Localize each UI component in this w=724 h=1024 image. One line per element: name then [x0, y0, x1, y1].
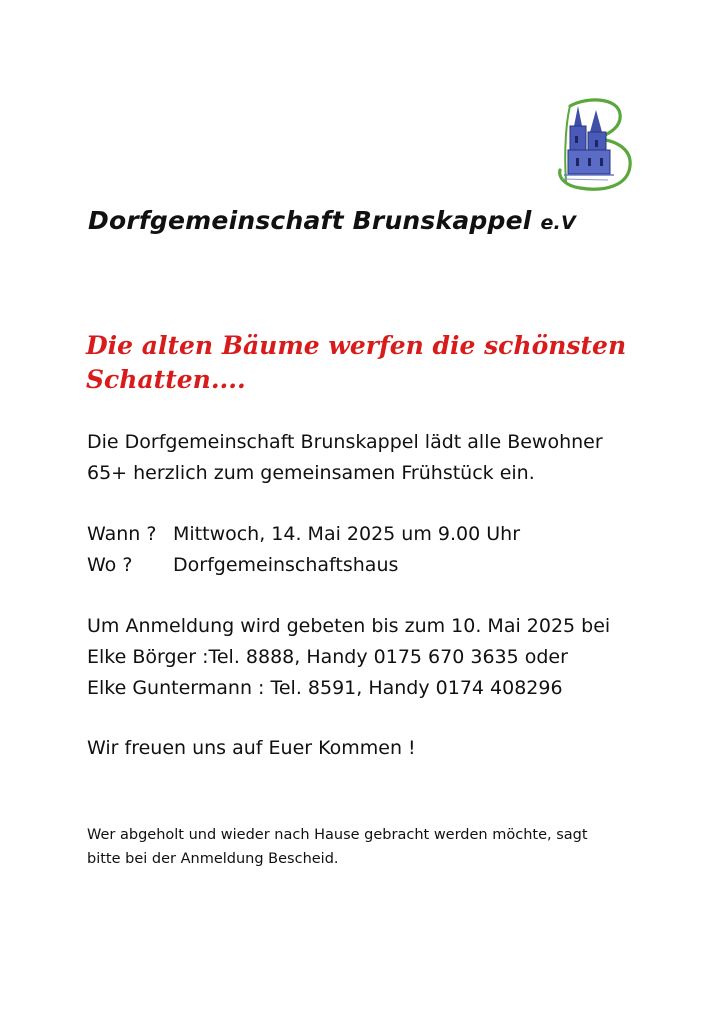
when-value: Mittwoch, 14. Mai 2025 um 9.00 Uhr — [173, 523, 521, 545]
where-label: Wo ? — [87, 554, 133, 576]
pickup-note — [87, 823, 588, 871]
intro-line: 65+ herzlich zum gemeinsamen Frühstück ein. — [87, 462, 535, 484]
headline: Die alten Bäume werfen die schönsten Schatten.... — [86, 331, 627, 394]
intro-line: Die Dorfgemeinschaft Brunskappel lädt alle Bewohner — [87, 431, 603, 453]
intro-paragraph — [87, 427, 603, 489]
event-details — [87, 519, 520, 581]
organization-name: Dorfgemeinschaft Brunskappel — [88, 206, 532, 235]
organization-title — [88, 206, 576, 235]
note-line: Wer abgeholt und wieder nach Hause gebracht werden möchte, sagt — [87, 827, 588, 843]
when-label: Wann ? — [87, 523, 157, 545]
note-line: bitte bei der Anmeldung Bescheid. — [87, 851, 339, 867]
where-row — [87, 550, 520, 581]
registration-paragraph — [87, 611, 610, 704]
church-tower-logo-icon — [548, 92, 642, 196]
where-value: Dorfgemeinschaftshaus — [173, 554, 399, 576]
registration-line: Um Anmeldung wird gebeten bis zum 10. Mai 2025 bei — [87, 615, 611, 637]
organization-suffix: e.V — [540, 212, 576, 234]
closing-line: Wir freuen uns auf Euer Kommen ! — [87, 737, 416, 759]
when-row — [87, 519, 520, 550]
registration-line: Elke Börger :Tel. 8888, Handy 0175 670 3635 oder — [87, 646, 568, 668]
registration-line: Elke Guntermann : Tel. 8591, Handy 0174 408296 — [87, 677, 563, 699]
